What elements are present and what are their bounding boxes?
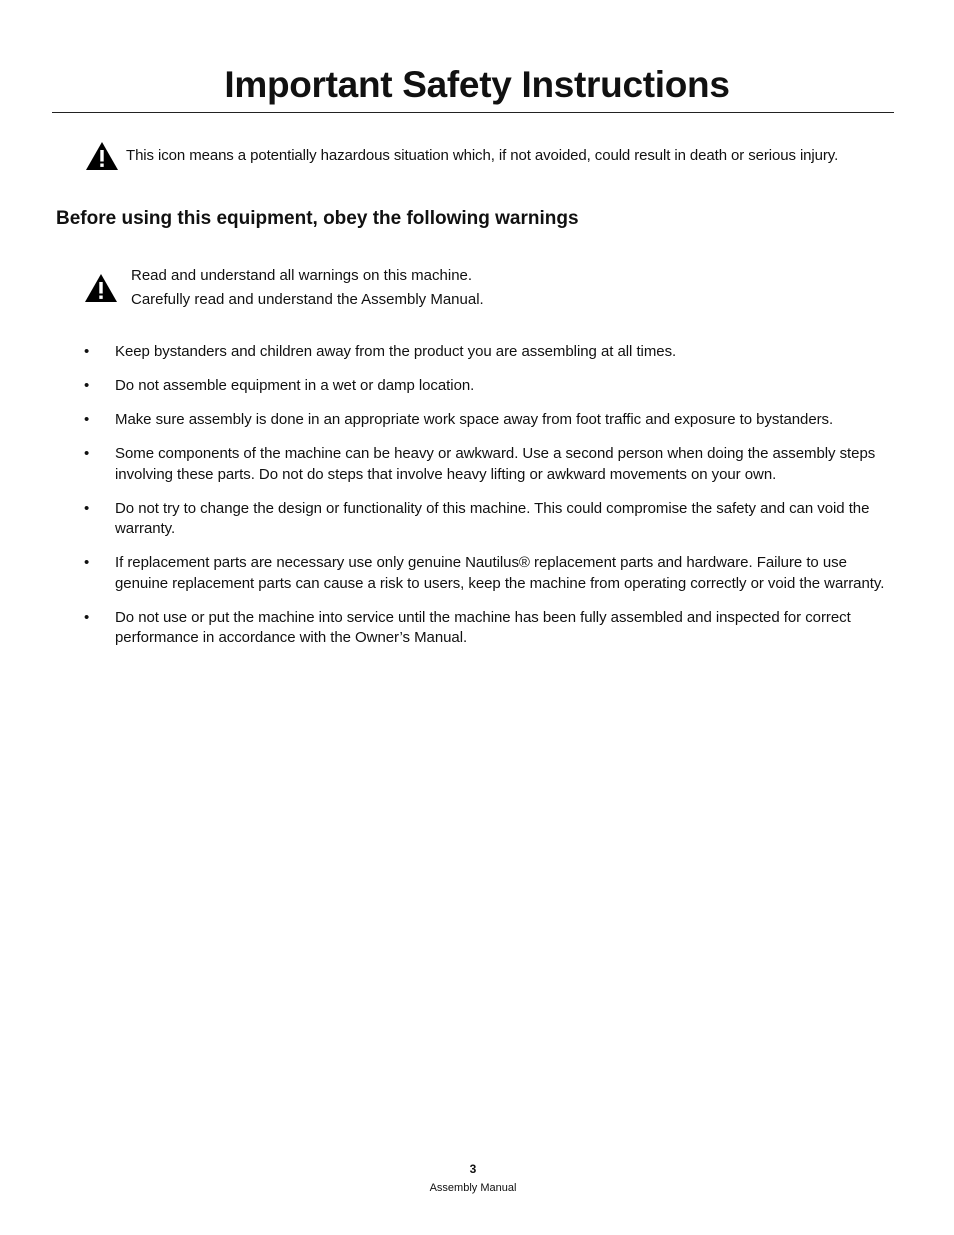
list-item xyxy=(84,499,896,540)
icon-legend xyxy=(85,141,838,171)
warning-triangle-icon xyxy=(85,141,119,171)
warning-lines xyxy=(131,264,484,312)
list-item xyxy=(84,410,896,431)
list-item xyxy=(84,444,896,485)
bullet-marker: • xyxy=(84,377,90,394)
bullet-marker: • xyxy=(84,343,90,360)
list-item-text: Make sure assembly is done in an appropriate work space away from foot traffic and exposure to bystanders. xyxy=(115,411,834,428)
bullet-marker: • xyxy=(84,445,90,462)
page-number: 3 xyxy=(469,1162,477,1176)
list-item-text: Some components of the machine can be heavy or awkward. Use a second person when doing the assembly steps involving these parts. Do not do steps that involve heavy lifting or awkward movements on your own. xyxy=(115,445,876,483)
title-divider xyxy=(52,112,894,113)
list-item-text: Do not try to change the design or functionality of this machine. This could compromise the safety and can void the warranty. xyxy=(115,499,870,537)
list-item-text: Keep bystanders and children away from the product you are assembling at all times. xyxy=(115,343,677,360)
list-item xyxy=(84,608,896,649)
list-item xyxy=(84,376,896,397)
warning-triangle-icon xyxy=(84,273,118,303)
icon-legend-text: This icon means a potentially hazardous situation which, if not avoided, could result in death or serious injury. xyxy=(126,147,839,164)
bullet-marker: • xyxy=(84,411,90,428)
warning-line: Read and understand all warnings on this machine. xyxy=(131,267,473,284)
bullet-marker: • xyxy=(84,608,90,626)
list-item-text: Do not assemble equipment in a wet or damp location. xyxy=(115,377,475,394)
section-heading: Before using this equipment, obey the following warnings xyxy=(56,208,579,229)
footer-label: Assembly Manual xyxy=(429,1182,517,1194)
warning-line: Carefully read and understand the Assembly Manual. xyxy=(131,291,484,308)
list-item xyxy=(84,342,896,363)
list-item-text: If replacement parts are necessary use only genuine Nautilus® replacement parts and hardware. Failure to use genuine replacement parts can cause a risk to users, keep the machine from operating correctly or void the warranty. xyxy=(115,554,885,592)
warnings-list xyxy=(84,342,896,649)
list-item-text: Do not use or put the machine into service until the machine has been fully assembled and inspected for correct performance in accordance with the Owner’s Manual. xyxy=(115,608,851,646)
list-item xyxy=(84,553,896,594)
warning-block xyxy=(84,264,484,312)
page-title: Important Safety Instructions xyxy=(224,64,730,105)
bullet-marker: • xyxy=(84,499,90,517)
bullet-marker: • xyxy=(84,554,90,571)
